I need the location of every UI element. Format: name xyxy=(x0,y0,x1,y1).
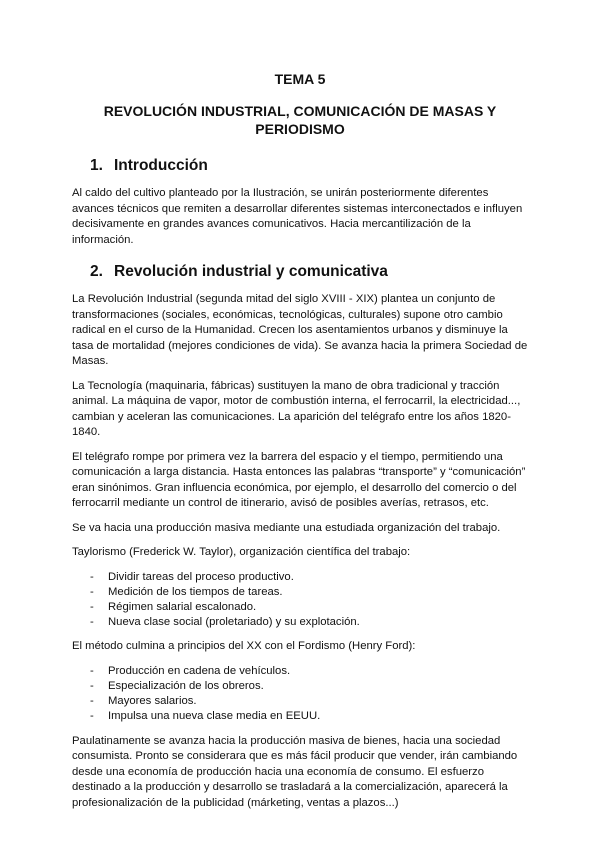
bullet-dash: - xyxy=(90,680,94,693)
list-item xyxy=(72,585,528,600)
list-item xyxy=(72,709,528,724)
section-title: Introducción xyxy=(114,157,208,174)
paragraph-fordismo: El método culmina a principios del XX con el Fordismo (Henry Ford): xyxy=(72,640,416,653)
bullet-dash: - xyxy=(90,585,94,598)
section-heading-revolucion xyxy=(90,262,528,282)
list-item-text: Régimen salarial escalonado. xyxy=(108,600,257,613)
bullet-dash: - xyxy=(90,710,94,723)
doc-subtitle xyxy=(72,102,528,138)
bullet-dash: - xyxy=(90,600,94,613)
list-item xyxy=(72,570,528,585)
paragraph-produccion-masiva: Se va hacia una producción masiva mediante una estudiada organización del trabajo. xyxy=(72,521,501,534)
list-item xyxy=(72,664,528,679)
list-item xyxy=(72,679,528,694)
list-item-text: Producción en cadena de vehículos. xyxy=(108,664,291,677)
doc-subtitle-line1: REVOLUCIÓN INDUSTRIAL, COMUNICACIÓN DE MASAS Y xyxy=(103,103,497,119)
section-heading-introduccion xyxy=(90,156,528,176)
doc-title: TEMA 5 xyxy=(274,71,326,87)
list-fordismo xyxy=(72,664,528,725)
paragraph-consumismo: Paulatinamente se avanza hacia la producción masiva de bienes, hacia una sociedad consumista. Pronto se considerara que es más fácil producir que vender, irán cambiando desde una economía de producción hacia una economía de consumo. El esfuerzo destinado a la producción y desarrollo se trasladará a la comercialización, aparecerá la profesionalización de la publicidad (márketing, ventas a plazos...) xyxy=(72,734,518,809)
bullet-dash: - xyxy=(90,695,94,708)
list-taylorismo xyxy=(72,570,528,631)
list-item xyxy=(72,615,528,630)
list-item-text: Nueva clase social (proletariado) y su explotación. xyxy=(108,616,360,629)
list-item-text: Mayores salarios. xyxy=(108,695,197,708)
list-item xyxy=(72,600,528,615)
list-item-text: Especialización de los obreros. xyxy=(108,680,264,693)
doc-subtitle-line2: PERIODISMO xyxy=(255,121,345,137)
paragraph-revolucion-industrial: La Revolución Industrial (segunda mitad del siglo XVIII - XIX) plantea un conjunto de transformaciones (sociales, económicas, tecnológicas, culturales) supone otro cambio radical en el curso de la Humanidad. Crecen los asentamientos urbanos y disminuye la tasa de mortalidad (mejores condiciones de vida). Se avanza hacia la primera Sociedad de Masas. xyxy=(72,293,528,367)
bullet-dash: - xyxy=(90,664,94,677)
paragraph-taylorismo: Taylorismo (Frederick W. Taylor), organización científica del trabajo: xyxy=(72,546,411,558)
bullet-dash: - xyxy=(90,616,94,629)
bullet-dash: - xyxy=(90,570,94,583)
list-item-text: Dividir tareas del proceso productivo. xyxy=(108,570,294,583)
paragraph-intro: Al caldo del cultivo planteado por la Ilustración, se unirán posteriormente diferentes avances técnicos que remiten a desarrollar diferentes sistemas interconectados e influyen decisivamente en grandes avances comunicativos. Hacia mercantilización de la información. xyxy=(72,187,523,246)
paragraph-telegrafo: El telégrafo rompe por primera vez la barrera del espacio y el tiempo, permitiendo una comunicación a larga distancia. Hasta entonces las palabras “transporte” y “comunicación” eran sinónimos. Gran influencia económica, por ejemplo, el desarrollo del comercio o del ferrocarril mediante un control de itinerario, avisó de posibles averías, retrasos, etc. xyxy=(72,450,526,509)
section-number: 1. xyxy=(90,157,103,174)
section-title: Revolución industrial y comunicativa xyxy=(114,263,388,280)
list-item-text: Impulsa una nueva clase media en EEUU. xyxy=(108,710,321,723)
list-item xyxy=(72,694,528,709)
section-number: 2. xyxy=(90,263,103,280)
paragraph-tecnologia: La Tecnología (maquinaria, fábricas) sustituyen la mano de obra tradicional y tracción animal. La máquina de vapor, motor de combustión interna, el ferrocarril, la electricidad..., cambian y aceleran las comunicaciones. La aparición del telégrafo entre los años 1820-1840. xyxy=(72,379,521,438)
list-item-text: Medición de los tiempos de tareas. xyxy=(108,585,283,598)
